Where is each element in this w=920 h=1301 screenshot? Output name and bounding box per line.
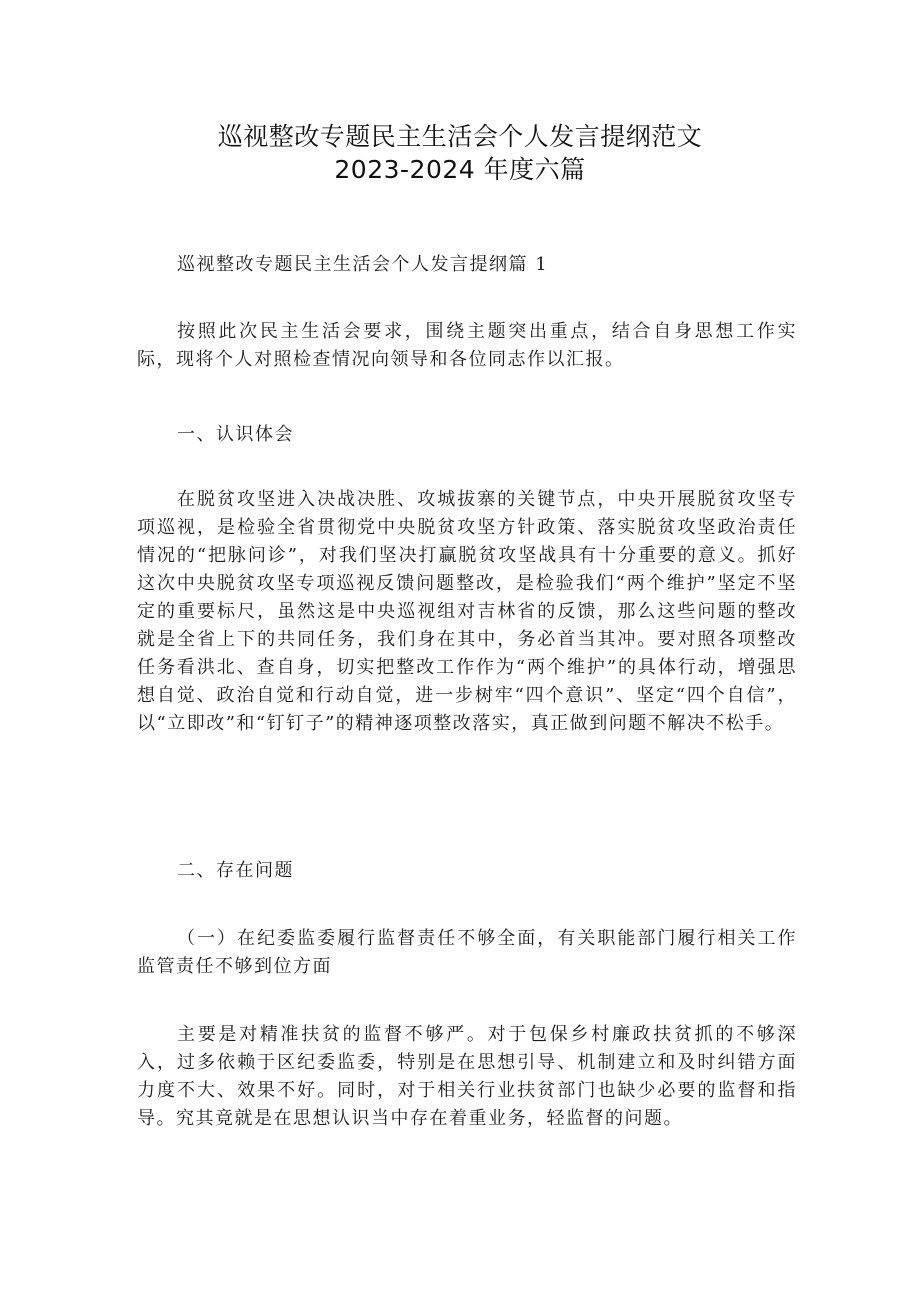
understanding-paragraph: 在脱贫攻坚进入决战决胜、攻城拔寨的关键节点，中央开展脱贫攻坚专项巡视，是检验全省贯彻党中央脱贫攻坚方针政策、落实脱贫攻坚政治责任情况的“把脉问诊”，对我们坚决打赢脱贫攻坚战具有十分重要的意义。抓好这次中央脱贫攻坚专项巡视反馈问题整改，是检验我们“两个维护”坚定不坚定的重要标尺，虽然这是中央巡视组对吉林省的反馈，那么这些问题的整改就是全省上下的共同任务，我们身在其中，务必首当其冲。要对照各项整改任务看洪北、查自身，切实把整改工作作为“两个维护”的具体行动，增强思想自觉、政治自觉和行动自觉，进一步树牢“四个意识”、坚定“四个自信”，以“立即改”和“钉钉子”的精神逐项整改落实，真正做到问题不解决不松手。 (137, 489, 797, 734)
problem-subheading-1: （一）在纪委监委履行监督责任不够全面，有关职能部门履行相关工作监管责任不够到位方面 (137, 928, 797, 977)
document-subtitle: 2023-2024 年度六篇 (334, 155, 586, 184)
heading-problems: 二、存在问题 (177, 860, 294, 881)
section-title: 巡视整改专题民主生活会个人发言提纲篇 1 (177, 254, 549, 275)
problem-paragraph-1: 主要是对精准扶贫的监督不够严。对于包保乡村廉政扶贫抓的不够深入，过多依赖于区纪委监委，特别是在思想引导、机制建立和及时纠错方面力度不大、效果不好。同时，对于相关行业扶贫部门也缺少必要的监督和指导。究其竟就是在思想认识当中存在着重业务，轻监督的问题。 (137, 1024, 797, 1129)
document-title: 巡视整改专题民主生活会个人发言提纲范文 (217, 122, 703, 151)
heading-understanding: 一、认识体会 (177, 424, 294, 445)
intro-paragraph: 按照此次民主生活会要求，围绕主题突出重点，结合自身思想工作实际，现将个人对照检查情况向领导和各位同志作以汇报。 (137, 321, 797, 370)
